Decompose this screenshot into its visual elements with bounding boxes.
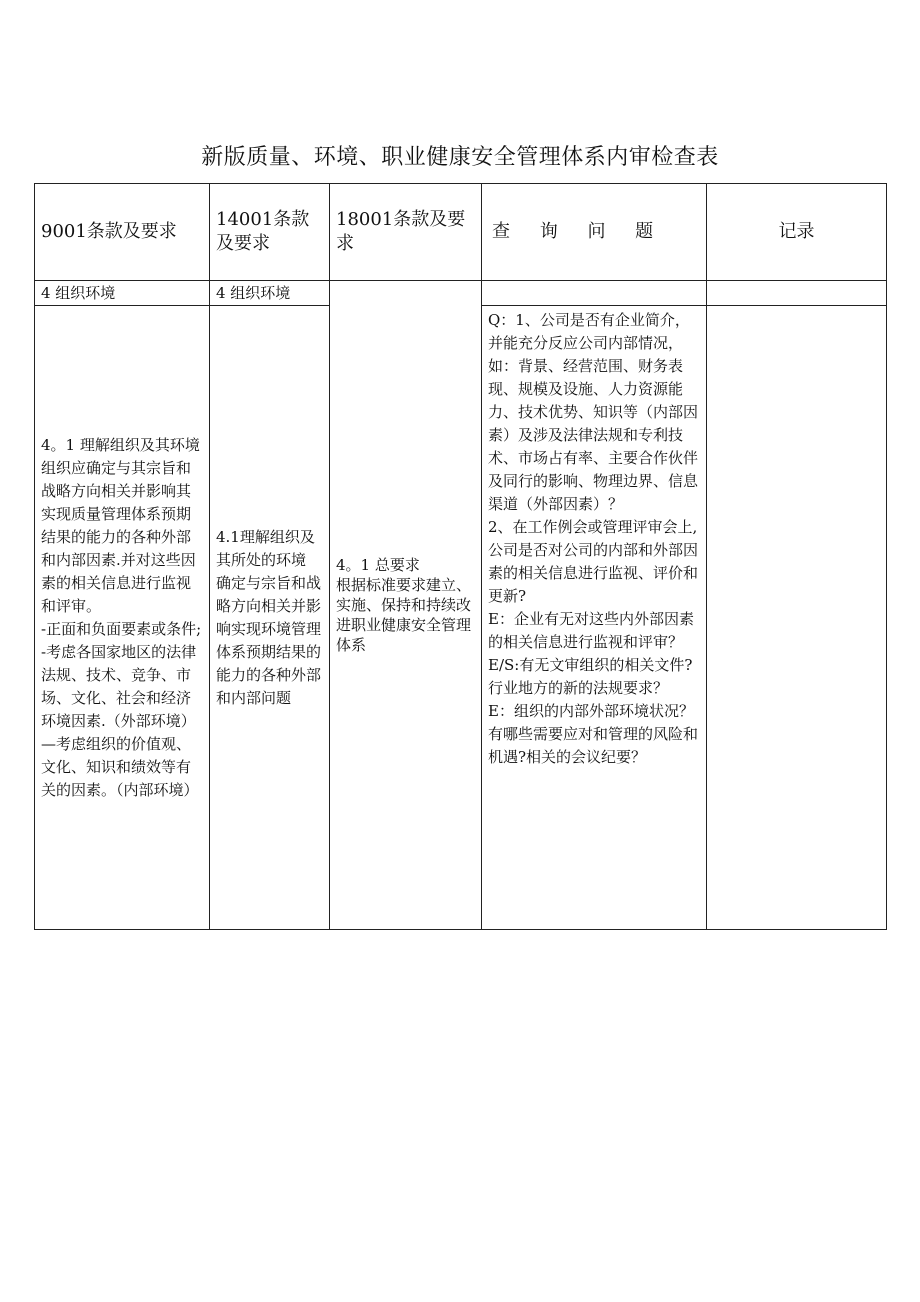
clause-18001-cell xyxy=(330,281,482,930)
header-record: 记录 xyxy=(707,184,887,281)
clause-14001-title: 4.1理解组织及其所处的环境 xyxy=(216,527,315,569)
clause-9001-title: 4。1 理解组织及其环境 xyxy=(41,435,200,454)
header-14001: 14001条款及要求 xyxy=(210,184,330,281)
clause-9001-item: -考虑各国家地区的法律法规、技术、竞争、市场、文化、社会和经济环境因素.（外部环境） xyxy=(41,642,197,730)
record-cell[interactable] xyxy=(707,306,887,930)
clause-18001-text: 根据标准要求建立、实施、保持和持续改进职业健康安全管理体系 xyxy=(336,576,472,654)
page-title: 新版质量、环境、职业健康安全管理体系内审检查表 xyxy=(201,145,719,170)
section-row xyxy=(35,281,887,306)
header-9001: 9001条款及要求 xyxy=(35,184,210,281)
clause-9001-cell xyxy=(35,306,210,930)
section-14001: 4 组织环境 xyxy=(210,281,330,306)
clause-14001-cell xyxy=(210,306,330,930)
section-9001: 4 组织环境 xyxy=(35,281,210,306)
query-question: E：企业有无对这些内外部因素的相关信息进行监视和评审？ xyxy=(488,610,694,651)
query-question: E/S:有无文审组织的相关文件?行业地方的新的法规要求？ xyxy=(488,656,693,697)
clause-14001-text: 确定与宗旨和战略方向相关并影响实现环境管理体系预期结果的能力的各种外部和内部问题 xyxy=(216,573,322,707)
query-question: 2、在工作例会或管理评审会上,公司是否对公司的内部和外部因素的相关信息进行监视、评价和更新? xyxy=(488,518,699,605)
clause-18001-title: 4。1 总要求 xyxy=(336,556,420,574)
query-questions-cell xyxy=(482,306,707,930)
clause-9001-item: —考虑组织的价值观、文化、知识和绩效等有关的因素。（内部环境） xyxy=(41,734,199,799)
clause-9001-item: -正面和负面要素或条件; xyxy=(41,619,202,638)
section-query xyxy=(482,281,707,306)
clause-9001-text: 组织应确定与其宗旨和战略方向相关并影响其实现质量管理体系预期结果的能力的各种外部和内部因素.并对这些因素的相关信息进行监视和评审。 xyxy=(41,458,196,615)
header-row xyxy=(35,184,887,281)
header-query-questions: 查 询 问 题 xyxy=(482,184,707,281)
section-record xyxy=(707,281,887,306)
query-question: E：组织的内部外部环境状况？有哪些需要应对和管理的风险和机遇?相关的会议纪要？ xyxy=(488,702,699,766)
query-question: Q：1、公司是否有企业简介，并能充分反应公司内部情况，如：背景、经营范围、财务表现、规模及设施、人力资源能力、技术优势、知识等（内部因素）及涉及法律法规和专利技术、市场占有率、主要合作伙伴及同行的影响、物理边界、信息渠道（外部因素）？ xyxy=(488,311,699,513)
header-18001: 18001条款及要求 xyxy=(330,184,482,281)
audit-checklist-table xyxy=(34,183,887,930)
